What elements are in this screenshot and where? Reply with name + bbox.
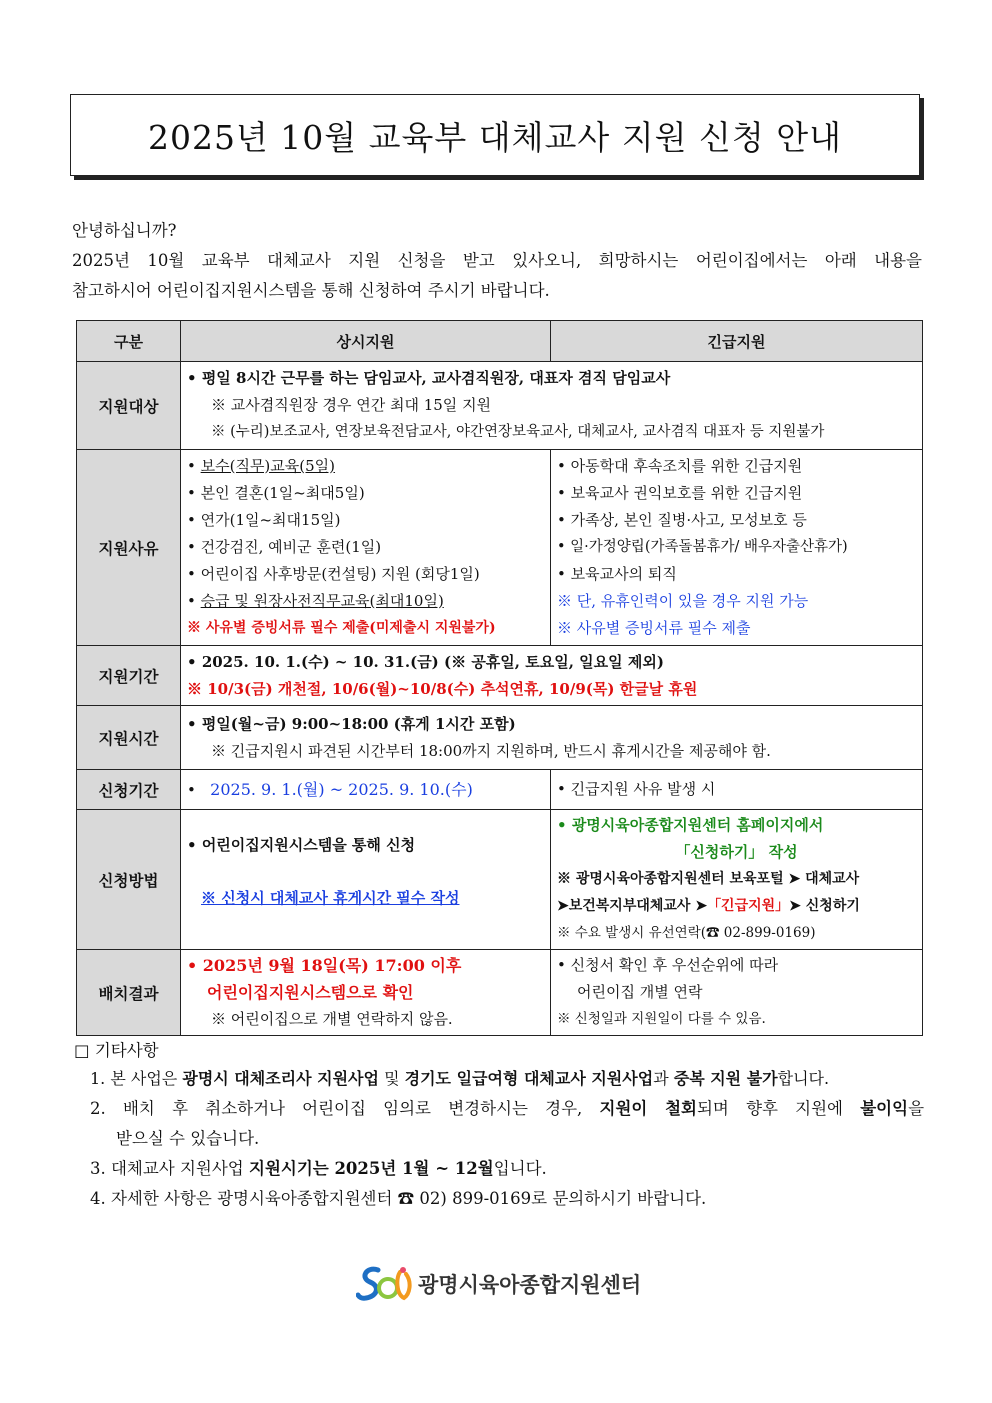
apply-regular-cell: • 2025. 9. 1.(월) ~ 2025. 9. 10.(수): [181, 770, 551, 810]
reason-urgent-cell: • 아동학대 후속조치를 위한 긴급지원 • 보육교사 권익보호를 위한 긴급지원 • 가족상, 본인 질병·사고, 모성보호 등 • 일·가정양립(가족돌봄휴가/ 배우자출산휴가) • 보육교사의 퇴직 ※ 단, 유휴인력이 있을 경우 지원 가능 ※ 사유별 증빙서류 필수 제출: [551, 450, 923, 646]
hours-cell: • 평일(월~금) 9:00~18:00 (휴게 1시간 포함) ※ 긴급지원시 파견된 시간부터 18:00까지 지원하며, 반드시 휴게시간을 제공해야 함.: [181, 706, 923, 770]
result-urgent-cell: • 신청서 확인 후 우선순위에 따라 어린이집 개별 연락 ※ 신청일과 지원일이 다를 수 있음.: [551, 950, 923, 1036]
row-label-apply-period: 신청기간: [77, 770, 181, 810]
intro-greeting: 안녕하십니까?: [72, 221, 177, 240]
method-urgent-path2c: ➤ 신청하기: [789, 898, 860, 914]
reason-regular-item: 보수(직무)교육(5일): [200, 457, 336, 475]
method-urgent-contact: ※ 수요 발생시 유선연락(☎ 02-899-0169): [557, 925, 816, 941]
center-logo: [356, 1262, 666, 1306]
misc-item-1: 1. 본 사업은 광명시 대체조리사 지원사업 및 경기도 일급여형 대체교사 지원사업과 중복 지원 불가합니다.: [90, 1069, 830, 1088]
method-regular-note: ※ 신청시 대체교사 휴게시간 필수 작성: [201, 889, 460, 907]
target-main: 평일 8시간 근무를 하는 담임교사, 교사겸직원장, 대표자 겸직 담임교사: [201, 369, 671, 387]
period-cell: • 2025. 10. 1.(수) ~ 10. 31.(금) (※ 공휴일, 토요일, 일요일 제외) ※ 10/3(금) 개천절, 10/6(월)~10/8(수) 추석연휴, 10/9(목) 한글날 휴원: [181, 646, 923, 706]
logo-name: 광명시육아종합지원센터: [418, 1273, 642, 1297]
reason-urgent-note2: ※ 사유별 증빙서류 필수 제출: [557, 619, 751, 637]
target-cell: • 평일 8시간 근무를 하는 담임교사, 교사겸직원장, 대표자 겸직 담임교사 ※ 교사겸직원장 경우 연간 최대 15일 지원 ※ (누리)보조교사, 연장보육전담교사, 야간연장보육교사, 대체교사, 교사겸직 대표자 등 지원불가: [181, 362, 923, 450]
reason-urgent-item: 일·가정양립(가족돌봄휴가/ 배우자출산휴가): [570, 539, 848, 555]
method-urgent-line2: 「신청하기」 작성: [675, 843, 798, 861]
intro: [72, 216, 922, 306]
intro-line1: 2025년 10월 교육부 대체교사 지원 신청을 받고 있사오니, 희망하시는 어린이집에서는 아래 내용을: [72, 251, 922, 270]
method-regular-cell: • 어린이집지원시스템을 통해 신청 ※ 신청시 대체교사 휴게시간 필수 작성: [181, 810, 551, 950]
row-label-hours: 지원시간: [77, 706, 181, 770]
method-urgent-path2a: ➤보건복지부대체교사 ➤: [557, 898, 708, 914]
intro-line2: 참고하시어 어린이집지원시스템을 통해 신청하여 주시기 바랍니다.: [72, 281, 550, 300]
target-note1: ※ 교사겸직원장 경우 연간 최대 15일 지원: [211, 396, 492, 414]
row-label-period: 지원기간: [77, 646, 181, 706]
reason-urgent-item: 보육교사 권익보호를 위한 긴급지원: [570, 484, 803, 502]
apply-urgent-cell: • 긴급지원 사유 발생 시: [551, 770, 923, 810]
period-main: 2025. 10. 1.(수) ~ 10. 31.(금) (※ 공휴일, 토요일, 일요일 제외): [201, 652, 664, 671]
misc-item-2: 2. 배치 후 취소하거나 어린이집 임의로 변경하시는 경우, 지원이 철회되며 향후 지원에 불이익을: [90, 1099, 925, 1118]
misc-heading: □ 기타사항: [74, 1041, 159, 1060]
method-urgent-cell: • 광명시육아종합지원센터 홈페이지에서 「신청하기」 작성 ※ 광명시육아종합지원센터 보육포털 ➤ 대체교사 ➤보건복지부대체교사 ➤「긴급지원」➤ 신청하기 ※ 수요 발생시 유선연락(☎ 02-899-0169): [551, 810, 923, 950]
row-label-reason: 지원사유: [77, 450, 181, 646]
reason-urgent-item: 보육교사의 퇴직: [570, 565, 677, 583]
reason-regular-item: 건강검진, 예비군 훈련(1일): [200, 538, 382, 556]
hours-main: 평일(월~금) 9:00~18:00 (휴게 1시간 포함): [201, 714, 516, 733]
result-regular-line1: 2025년 9월 18일(목) 17:00 이후: [202, 956, 462, 975]
reason-urgent-item: 가족상, 본인 질병·사고, 모성보호 등: [570, 511, 807, 529]
misc-item-4: 4. 자세한 사항은 광명시육아종합지원센터 ☎ 02) 899-0169로 문의하시기 바랍니다.: [90, 1189, 707, 1208]
reason-urgent-note1: ※ 단, 유휴인력이 있을 경우 지원 가능: [557, 592, 809, 610]
header-regular: 상시지원: [181, 321, 551, 362]
reason-regular-item: 연가(1일~최대15일): [200, 511, 341, 529]
result-regular-note: ※ 어린이집으로 개별 연락하지 않음.: [211, 1010, 453, 1028]
target-note2: ※ (누리)보조교사, 연장보육전담교사, 야간연장보육교사, 대체교사, 교사겸직 대표자 등 지원불가: [211, 424, 825, 440]
result-urgent-line1: 신청서 확인 후 우선순위에 따라: [570, 956, 779, 974]
apply-urgent: 긴급지원 사유 발생 시: [570, 780, 716, 798]
row-label-method: 신청방법: [77, 810, 181, 950]
reason-regular-cell: • 보수(직무)교육(5일) • 본인 결혼(1일~최대5일) • 연가(1일~최대15일) • 건강검진, 예비군 훈련(1일) • 어린이집 사후방문(컨설팅) 지원 (회당1일) • 승급 및 원장사전직무교육(최대10일) ※ 사유별 증빙서류 필수 제출(미제출시 지원불가): [181, 450, 551, 646]
info-table: [76, 320, 923, 1036]
row-label-target: 지원대상: [77, 362, 181, 450]
reason-regular-note: ※ 사유별 증빙서류 필수 제출(미제출시 지원불가): [187, 620, 496, 636]
page-title: 2025년 10월 교육부 대체교사 지원 신청 안내: [147, 117, 843, 157]
logo-icon: [356, 1264, 414, 1304]
apply-regular: 2025. 9. 1.(월) ~ 2025. 9. 10.(수): [210, 779, 473, 799]
misc-item-3: 3. 대체교사 지원사업 지원시기는 2025년 1월 ~ 12월입니다.: [90, 1159, 547, 1178]
reason-regular-item: 승급 및 원장사전직무교육(최대10일): [200, 592, 444, 610]
result-urgent-note: ※ 신청일과 지원일이 다를 수 있음.: [557, 1011, 766, 1027]
method-urgent-path1: ※ 광명시육아종합지원센터 보육포털 ➤ 대체교사: [557, 871, 860, 887]
result-regular-line2: 어린이집지원시스템으로 확인: [207, 983, 414, 1002]
result-urgent-line2: 어린이집 개별 연락: [577, 983, 703, 1001]
misc-item-2-cont: 받으실 수 있습니다.: [116, 1129, 260, 1148]
result-regular-cell: • 2025년 9월 18일(목) 17:00 이후 어린이집지원시스템으로 확인 ※ 어린이집으로 개별 연락하지 않음.: [181, 950, 551, 1036]
header-urgent: 긴급지원: [551, 321, 923, 362]
method-regular: 어린이집지원시스템을 통해 신청: [201, 836, 416, 854]
reason-urgent-item: 아동학대 후속조치를 위한 긴급지원: [570, 457, 803, 475]
hours-note: ※ 긴급지원시 파견된 시간부터 18:00까지 지원하며, 반드시 휴게시간을 제공해야 함.: [211, 741, 771, 760]
title-box: [70, 94, 920, 176]
method-urgent-line1: 광명시육아종합지원센터 홈페이지에서: [571, 816, 824, 834]
reason-regular-item: 어린이집 사후방문(컨설팅) 지원 (회당1일): [200, 565, 480, 583]
row-label-result: 배치결과: [77, 950, 181, 1036]
header-category: 구분: [77, 321, 181, 362]
period-holiday: ※ 10/3(금) 개천절, 10/6(월)~10/8(수) 추석연휴, 10/9(목) 한글날 휴원: [187, 679, 698, 698]
misc-section: [74, 1038, 924, 1214]
reason-regular-item: 본인 결혼(1일~최대5일): [200, 484, 365, 502]
method-urgent-path2b: 「긴급지원」: [707, 898, 790, 914]
